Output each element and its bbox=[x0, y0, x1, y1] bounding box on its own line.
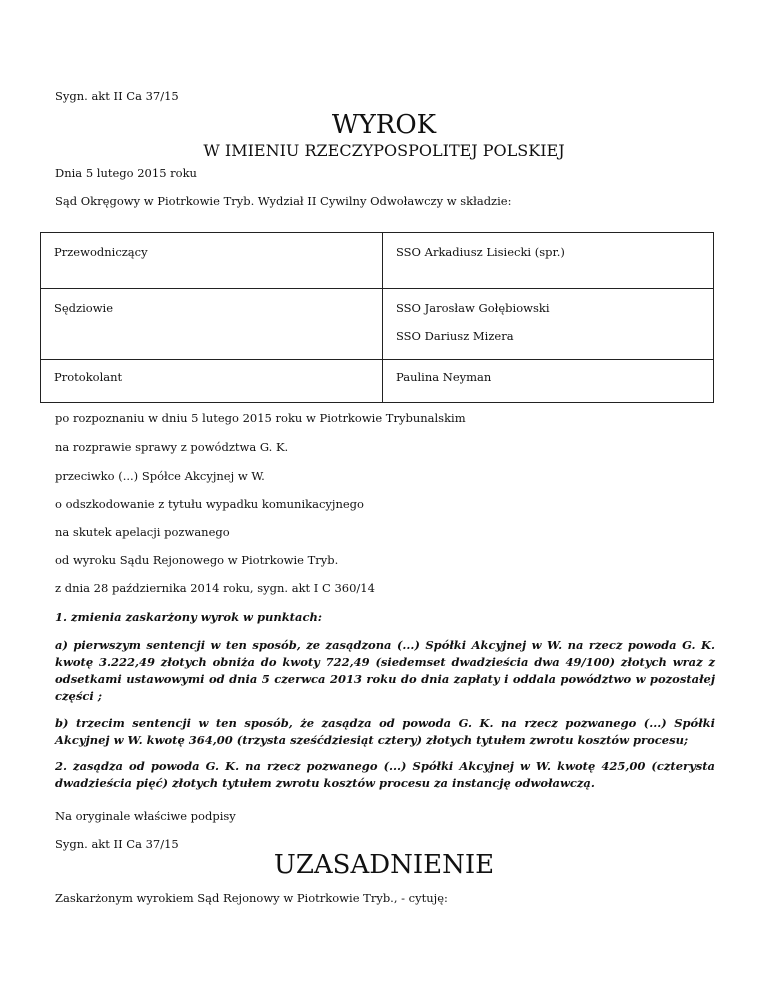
court-name: Sąd Okręgowy w Piotrkowie Tryb. Wydział II Cywilny Odwoławczy w składzie: bbox=[55, 194, 512, 208]
panel-role: Sędziowie bbox=[41, 289, 383, 360]
ruling-point: 1. zmienia zaskarżony wyrok w punktach: bbox=[55, 610, 323, 624]
case-number: Sygn. akt II Ca 37/15 bbox=[55, 89, 179, 103]
case-number: Sygn. akt II Ca 37/15 bbox=[55, 837, 179, 851]
justification-title: UZASADNIENIE bbox=[273, 850, 495, 880]
panel-name: SSO Dariusz Mizera bbox=[396, 329, 514, 343]
panel-row bbox=[41, 289, 714, 360]
body-line: na rozprawie sprawy z powództwa G. K. bbox=[55, 440, 289, 454]
body-line: o odszkodowanie z tytułu wypadku komunikacyjnego bbox=[55, 497, 364, 511]
justification-first-line: Zaskarżonym wyrokiem Sąd Rejonowy w Piotrkowie Tryb., - cytuję: bbox=[55, 891, 448, 905]
court-panel-table bbox=[40, 232, 714, 403]
ruling-point: 2. zasądza od powoda G. K. na rzecz pozwanego (...) Spółki Akcyjnej w W. kwotę 425,00 (czterysta dwadzieścia pięć) złotych tytułem zwrotu kosztów procesu za instancję odwoławczą. bbox=[55, 759, 715, 790]
body-line: od wyroku Sądu Rejonowego w Piotrkowie Tryb. bbox=[55, 553, 339, 567]
body-line: z dnia 28 października 2014 roku, sygn. akt I C 360/14 bbox=[55, 581, 375, 595]
panel-name: SSO Jarosław Gołębiowski bbox=[396, 301, 550, 315]
panel-name: SSO Arkadiusz Lisiecki (spr.) bbox=[383, 233, 714, 289]
ruling-point: a) pierwszym sentencji w ten sposób, ze zasądzona (...) Spółki Akcyjnej w W. na rzecz powoda G. K. kwotę 3.222,49 złotych obniża do kwoty 722,49 (siedemset dwadzieścia dwa 49/100) złotych wraz z odsetkami ustawowymi od dnia 5 czerwca 2013 roku do dnia zapłaty i oddala powództwo w pozostałej części ; bbox=[55, 638, 715, 703]
body-line: na skutek apelacji pozwanego bbox=[55, 525, 230, 539]
panel-role: Przewodniczący bbox=[41, 233, 383, 289]
judgment-subtitle: W IMIENIU RZECZYPOSPOLITEJ POLSKIEJ bbox=[203, 141, 565, 160]
panel-name: Paulina Neyman bbox=[383, 360, 714, 403]
signatures-note: Na oryginale właściwe podpisy bbox=[55, 809, 236, 823]
judgment-title: WYROK bbox=[331, 110, 437, 140]
panel-names bbox=[383, 289, 714, 360]
body-line: po rozpoznaniu w dniu 5 lutego 2015 roku w Piotrkowie Trybunalskim bbox=[55, 411, 466, 425]
panel-row bbox=[41, 360, 714, 403]
panel-role: Protokolant bbox=[41, 360, 383, 403]
body-line: przeciwko (...) Spółce Akcyjnej w W. bbox=[55, 469, 265, 483]
judgment-date: Dnia 5 lutego 2015 roku bbox=[55, 166, 197, 180]
ruling-point: b) trzecim sentencji w ten sposób, że zasądza od powoda G. K. na rzecz pozwanego (...) Spółki Akcyjnej w W. kwotę 364,00 (trzysta sześćdziesiąt cztery) złotych tytułem zwrotu kosztów procesu; bbox=[55, 716, 715, 747]
panel-row bbox=[41, 233, 714, 289]
